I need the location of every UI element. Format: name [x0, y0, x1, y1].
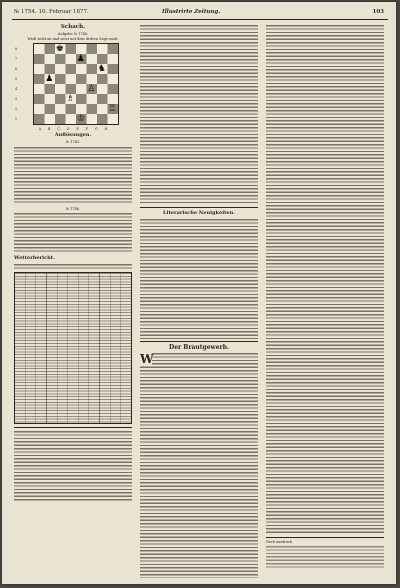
masthead-title: Illustrirte Zeitung. — [162, 9, 221, 15]
chess-board — [33, 43, 119, 125]
rank-labels: 8 7 6 5 4 3 2 1 — [14, 47, 18, 121]
article-text-top — [140, 25, 258, 205]
white-bishop-icon: ♗ — [66, 94, 75, 104]
footnote-label: Nach Ausdruck — [266, 540, 292, 544]
footnote-text — [266, 546, 384, 568]
issue-number: № 1754. 10. Februar 1877. — [14, 9, 89, 15]
weather-title: Wetterbericht. — [14, 255, 55, 261]
black-pawn-icon: ♟ — [45, 74, 54, 84]
white-rook-icon: ♖ — [108, 104, 117, 114]
column-right — [266, 23, 384, 578]
section-rule — [140, 341, 258, 342]
file-labels: A B C D E F G H — [38, 127, 108, 131]
white-pawn-icon: ♙ — [87, 84, 96, 94]
black-knight-icon: ♞ — [97, 64, 106, 74]
solution-label-1: № 1745. — [65, 140, 81, 144]
header-rule — [12, 19, 388, 20]
weather-table — [14, 272, 132, 424]
black-king-icon: ♚ — [55, 44, 64, 54]
drop-cap: W — [140, 352, 154, 366]
literary-news-text — [140, 219, 258, 339]
page-number: 103 — [372, 9, 384, 15]
section-title: Literarische Neuigkeiten. — [163, 210, 235, 216]
white-king-icon: ♔ — [76, 114, 85, 124]
chess-title: Schach. — [60, 24, 86, 30]
novel-continuation-text — [266, 25, 384, 535]
novel-text — [140, 353, 258, 578]
weather-intro — [14, 264, 132, 270]
column-left — [14, 23, 132, 578]
novel-title: Der Brautgewerb. — [169, 344, 229, 351]
newspaper-page — [2, 2, 396, 584]
problem-subtitle: Weiß zieht an und setzt mit dem dritten Zuge matt. — [27, 36, 119, 41]
solution-label-2: № 1746. — [65, 206, 81, 211]
solution-text-1 — [14, 147, 132, 205]
solutions-title: Auflösungen. — [54, 132, 92, 138]
section-rule — [140, 207, 258, 208]
column-middle — [140, 23, 258, 578]
black-pawn-icon: ♟ — [76, 54, 85, 64]
weather-report-text — [14, 431, 132, 501]
problem-label: Aufgabe № 1748. — [57, 32, 89, 36]
solution-text-2 — [14, 213, 132, 253]
footnote-rule — [266, 537, 384, 538]
column-rule — [14, 427, 132, 428]
